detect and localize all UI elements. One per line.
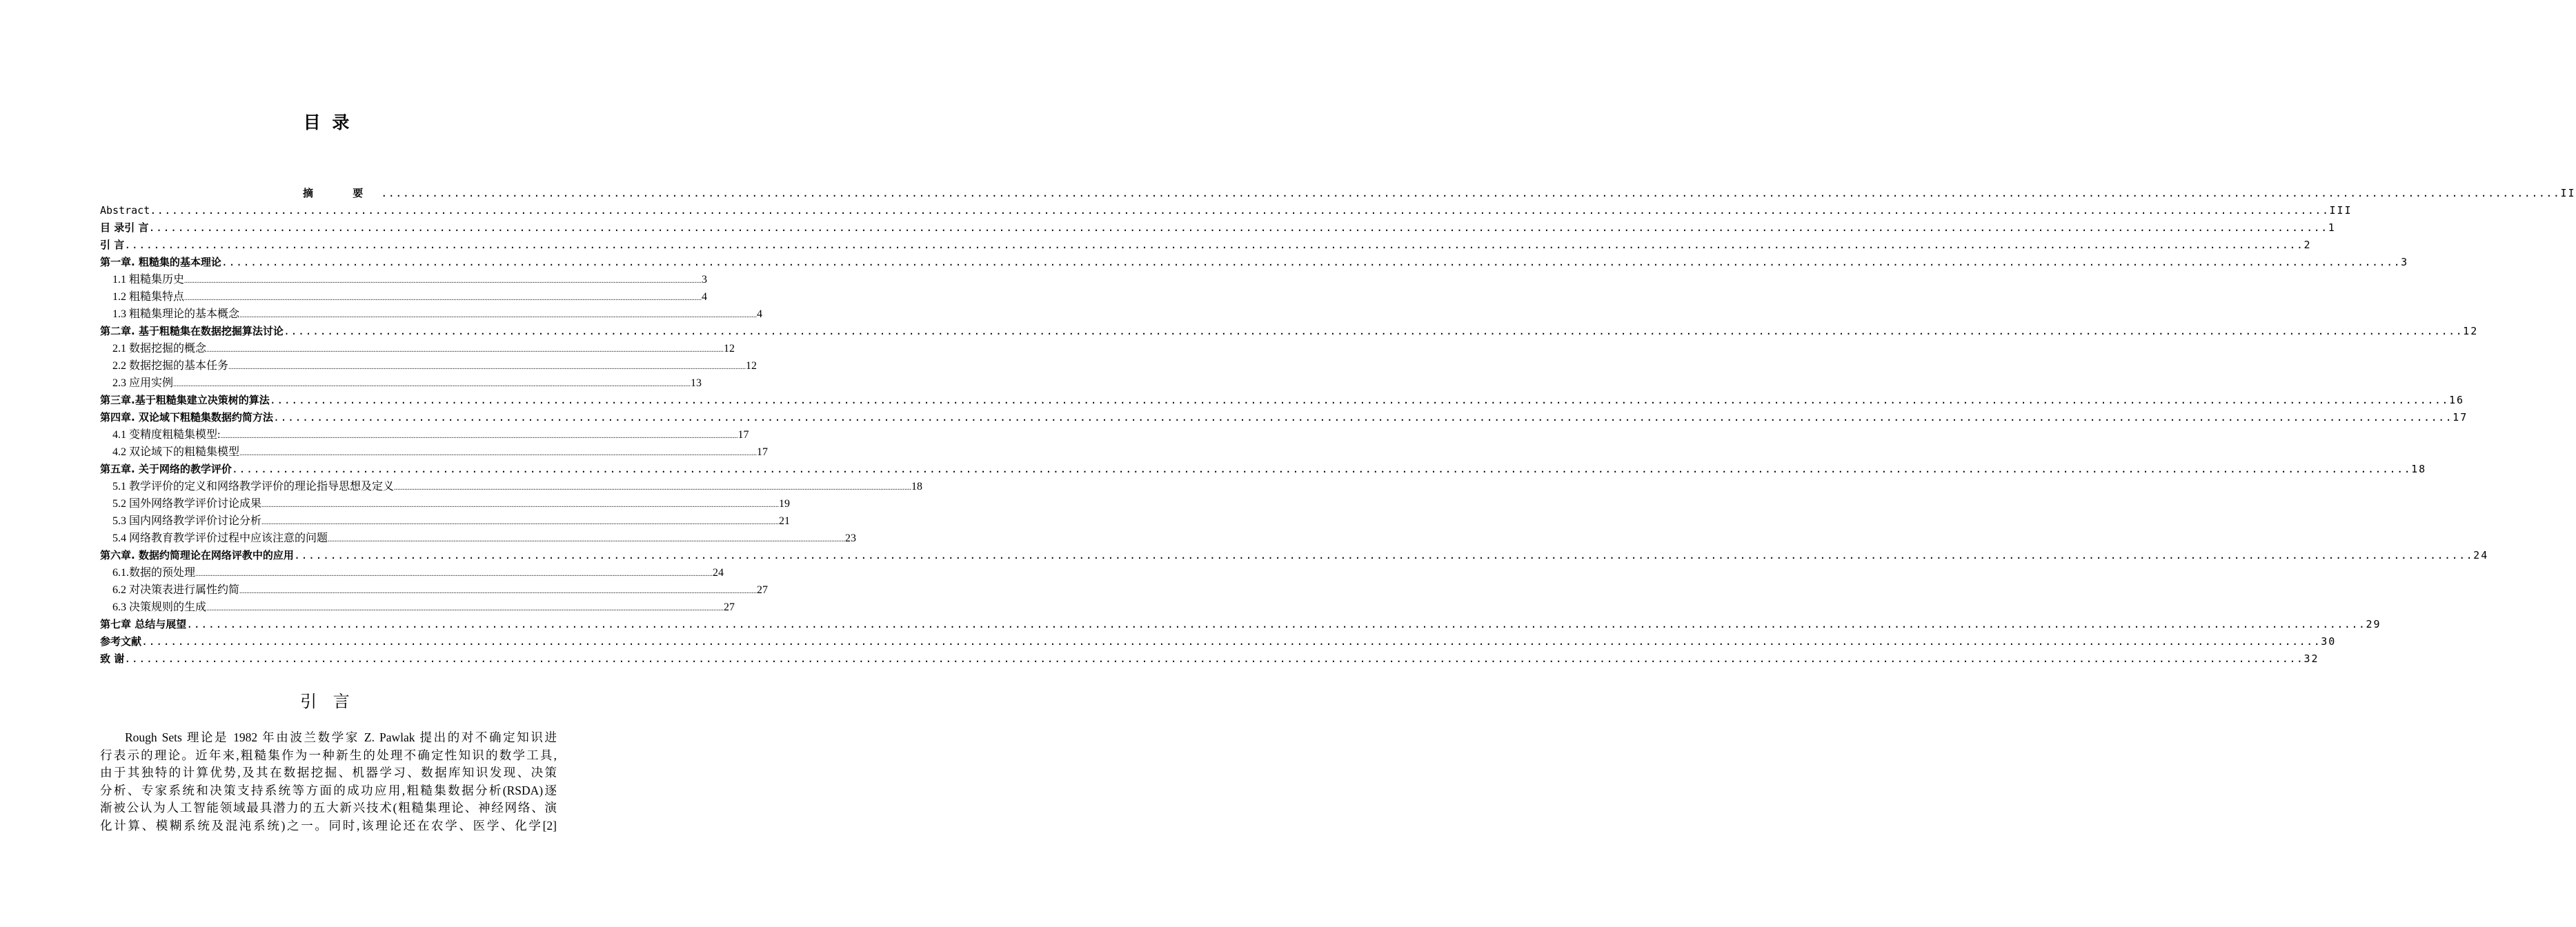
toc-page-number: 18 [2411, 463, 2427, 475]
toc-dot-leader: ............................................................................................................................................................................................................................................................................................................ [150, 204, 2330, 217]
toc-dot-leader: ............................................................................................................................................................................................................................................................................................................ [239, 588, 757, 595]
toc-dot-leader: ............................................................................................................................................................................................................................................................................................................ [239, 312, 757, 319]
toc-entry[interactable] [100, 547, 2489, 564]
toc-entry[interactable] [100, 202, 2352, 219]
toc-entry-label: 致 谢 [100, 652, 125, 665]
toc-entry[interactable] [100, 219, 2336, 237]
toc-page-number: II [2560, 187, 2576, 199]
toc-page-number: 17 [757, 446, 769, 458]
toc-entry[interactable] [100, 650, 2319, 668]
toc-entry[interactable] [100, 530, 857, 547]
toc-entry[interactable] [100, 512, 791, 530]
toc-dot-leader: ............................................................................................................................................................................................................................................................................................................ [261, 501, 780, 509]
toc-page-number: 17 [737, 429, 749, 441]
toc-entry[interactable] [100, 633, 2337, 650]
toc-dot-leader: ............................................................................................................................................................................................................................................................................................................ [328, 536, 846, 544]
toc-dot-leader: ............................................................................................................................................................................................................................................................................................................ [141, 635, 2321, 648]
toc-entry-label: 2.2 数据挖掘的基本任务 [112, 360, 229, 372]
toc-page-number: 18 [911, 481, 923, 492]
toc-page-number: 13 [691, 377, 702, 389]
toc-dot-leader: ............................................................................................................................................................................................................................................................................................................ [184, 277, 702, 285]
body-line: 分析、专家系统和决策支持系统等方面的成功应用,粗糙集数据分析(RSDA)逐 [100, 783, 557, 797]
toc-entry-label: 1.2 粗糙集特点 [112, 291, 185, 303]
body-line: 由于其独特的计算优势,及其在数据挖掘、机器学习、数据库知识发现、决策 [100, 766, 557, 779]
toc-entry-label: 6.1.数据的预处理 [112, 567, 196, 579]
toc-entry-label: 4.1 变精度粗糙集模型: [112, 429, 221, 441]
toc-entry[interactable] [100, 323, 2479, 340]
toc-entry-label: 6.2 对决策表进行属性约简 [112, 584, 240, 596]
body-line: 渐被公认为人工智能领域最具潜力的五大新兴技术(粗糙集理论、神经网络、演 [100, 801, 557, 815]
toc-dot-leader: ............................................................................................................................................................................................................................................................................................................ [221, 256, 2401, 268]
toc-entry-label: 第一章. 粗糙集的基本理论 [100, 256, 221, 268]
body-paragraph [100, 729, 557, 835]
toc-entry-label: Abstract [100, 204, 150, 217]
toc-page-number: 2 [2303, 239, 2312, 251]
toc-page-number: 30 [2321, 635, 2337, 648]
toc-entry-label: 5.2 国外网络教学评价讨论成果 [112, 498, 262, 510]
toc-entry-label: 第六章. 数据约简理论在网络评教中的应用 [100, 549, 294, 561]
toc-page-number: 27 [724, 601, 735, 613]
toc-entry[interactable] [100, 443, 769, 461]
toc-page-number: 19 [779, 498, 791, 510]
toc-entry-label: 第四章. 双论域下粗糙集数据约简方法 [100, 411, 273, 423]
toc-entry-label: 第三章.基于粗糙集建立决策树的算法 [100, 394, 270, 406]
toc-dot-leader: ............................................................................................................................................................................................................................................................................................................ [228, 363, 746, 371]
toc-entry[interactable] [100, 375, 702, 392]
toc-entry[interactable] [100, 461, 2427, 478]
toc-entry-label: 1.3 粗糙集理论的基本概念 [112, 308, 240, 320]
toc-entry[interactable] [100, 426, 749, 443]
toc-page-number: 21 [779, 515, 791, 527]
toc-entry-label: 1.1 粗糙集历史 [112, 274, 185, 286]
body-line: 化计算、模糊系统及混沌系统)之一。同时,该理论还在农学、医学、化学[2] [100, 818, 557, 833]
toc-dot-leader: ............................................................................................................................................................................................................................................................................................................ [184, 295, 702, 302]
toc-dot-leader: ............................................................................................................................................................................................................................................................................................................ [148, 221, 2328, 234]
toc-page-number: 4 [757, 308, 763, 320]
toc-page-number: 24 [713, 567, 724, 579]
toc-entry-label: 第七章 总结与展望 [100, 618, 187, 630]
toc-entry-label: 5.3 国内网络教学评价讨论分析 [112, 515, 262, 527]
toc-dot-leader: ............................................................................................................................................................................................................................................................................................................ [381, 187, 2561, 199]
toc-page-number: 12 [2463, 325, 2479, 337]
toc-entry-label: 2.1 数据挖掘的概念 [112, 343, 207, 355]
toc-dot-leader: ............................................................................................................................................................................................................................................................................................................ [273, 411, 2453, 423]
toc-entry-label: 4.2 双论域下的粗糙集模型 [112, 446, 240, 458]
toc-page-number: 12 [746, 360, 757, 372]
toc-page-number: 17 [2453, 411, 2468, 423]
toc-entry[interactable] [100, 288, 708, 306]
toc-entry[interactable] [100, 237, 2312, 254]
toc-dot-leader: ............................................................................................................................................................................................................................................................................................................ [261, 519, 780, 526]
toc-heading: 目 录 [303, 112, 353, 132]
toc-page-number: 3 [702, 274, 708, 286]
toc-page-number: III [2329, 204, 2352, 217]
toc-dot-leader: ............................................................................................................................................................................................................................................................................................................ [195, 570, 713, 578]
toc-page-number: 1 [2328, 221, 2336, 234]
toc-page-number: 12 [724, 343, 735, 355]
section-heading: 引 言 [300, 692, 355, 711]
body-line: 行表示的理论。近年来,粗糙集作为一种新生的处理不确定性知识的数学工具, [100, 748, 557, 762]
toc-entry[interactable] [100, 306, 763, 323]
toc-entry-label: 第五章. 关于网络的教学评价 [100, 463, 232, 475]
toc-dot-leader: ............................................................................................................................................................................................................................................................................................................ [269, 394, 2449, 406]
toc-page-number: 3 [2401, 256, 2409, 268]
toc-entry[interactable] [100, 616, 2381, 633]
toc-page-number: 27 [757, 584, 769, 596]
toc-entry-label: 摘 要 [303, 187, 382, 199]
toc-dot-leader: ............................................................................................................................................................................................................................................................................................................ [124, 652, 2304, 665]
toc-entry[interactable] [100, 599, 735, 616]
toc-entry[interactable] [100, 409, 2468, 426]
toc-entry[interactable] [100, 271, 708, 288]
toc-entry-label: 2.3 应用实例 [112, 377, 174, 389]
toc-dot-leader: ............................................................................................................................................................................................................................................................................................................ [220, 432, 738, 440]
toc-page-number: 24 [2473, 549, 2489, 561]
toc-entry-label: 目 录引 言 [100, 221, 149, 234]
toc-entry[interactable] [100, 392, 2464, 409]
toc-entry-label: 第二章. 基于粗糙集在数据挖掘算法讨论 [100, 325, 284, 337]
toc-dot-leader: ............................................................................................................................................................................................................................................................................................................ [206, 605, 724, 612]
toc-dot-leader: ............................................................................................................................................................................................................................................................................................................ [293, 549, 2474, 561]
toc-dot-leader: ............................................................................................................................................................................................................................................................................................................ [231, 463, 2412, 475]
toc-entry[interactable] [100, 495, 791, 512]
toc-entry-label: 5.4 网络教育教学评价过程中应该注意的问题 [112, 532, 328, 544]
toc-dot-leader: ............................................................................................................................................................................................................................................................................................................ [186, 618, 2366, 630]
toc-dot-leader: ............................................................................................................................................................................................................................................................................................................ [283, 325, 2464, 337]
toc-entry[interactable] [100, 564, 724, 581]
toc-entry[interactable] [100, 185, 2576, 202]
table-of-contents [100, 185, 2576, 668]
toc-dot-leader: ............................................................................................................................................................................................................................................................................................................ [239, 450, 757, 457]
toc-entry[interactable] [100, 357, 757, 375]
toc-dot-leader: ............................................................................................................................................................................................................................................................................................................ [124, 239, 2304, 251]
toc-page-number: 32 [2303, 652, 2319, 665]
toc-entry-label: 参考文献 [100, 635, 142, 648]
toc-entry-label: 引 言 [100, 239, 125, 251]
toc-page-number: 23 [845, 532, 857, 544]
toc-entry[interactable] [100, 581, 769, 599]
body-line: Rough Sets 理论是 1982 年由波兰数学家 Z. Pawlak 提出的对不确定知识进 [125, 730, 557, 744]
toc-entry-label: 6.3 决策规则的生成 [112, 601, 207, 613]
toc-page-number: 29 [2366, 618, 2381, 630]
toc-entry[interactable] [100, 254, 2409, 271]
toc-entry[interactable] [100, 478, 923, 495]
toc-page-number: 4 [702, 291, 708, 303]
toc-entry-label: 5.1 教学评价的定义和网络教学评价的理论指导思想及定义 [112, 481, 395, 492]
toc-dot-leader: ............................................................................................................................................................................................................................................................................................................ [173, 381, 691, 388]
toc-dot-leader: ............................................................................................................................................................................................................................................................................................................ [394, 484, 912, 492]
toc-dot-leader: ............................................................................................................................................................................................................................................................................................................ [206, 346, 724, 354]
toc-entry[interactable] [100, 340, 735, 357]
toc-page-number: 16 [2448, 394, 2464, 406]
